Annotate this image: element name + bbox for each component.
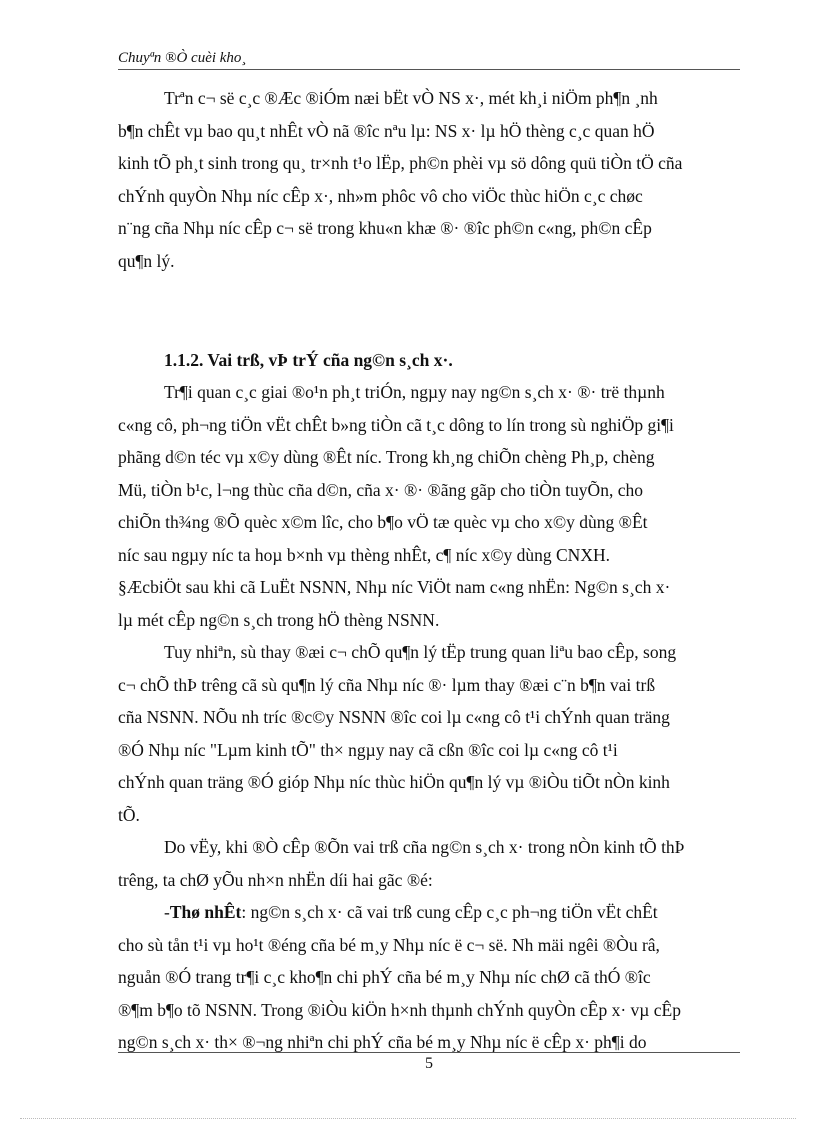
text-line: §ÆcbiÖt sau khi cã LuËt NSNN, Nhµ níc ViÖt nam c«ng nhËn: Ng©n s¸ch x· — [118, 577, 671, 597]
text-line: n¨ng cña Nhµ níc cÊp c¬ së trong khu«n khæ ®· ®îc ph©n c«ng, ph©n cÊp — [118, 218, 652, 238]
paragraph-3 — [118, 636, 740, 831]
page-number: 5 — [425, 1055, 433, 1072]
text-line: Tuy nhiªn, sù thay ®æi c¬ chÕ qu¶n lý tËp trung quan liªu bao cÊp, song — [164, 642, 677, 662]
text-line: c«ng cô, ph¬ng tiÖn vËt chÊt b»ng tiÒn cã t¸c dông to lín trong sù nghiÖp gi¶i — [118, 414, 674, 435]
text-line: níc sau ngµy níc ta hoµ b×nh vµ thèng nhÊt, c¶ níc x©y dùng CNXH. — [118, 544, 610, 565]
text-line: phãng d©n téc vµ x©y dùng ®Êt níc. Trong kh¸ng chiÕn chèng Ph¸p, chèng — [118, 447, 655, 467]
text-span: : ng©n s¸ch x· cã vai trß cung cÊp c¸c ph¬ng tiÖn vËt chÊt — [241, 902, 658, 922]
section-heading: 1.1.2. Vai trß, vÞ trÝ cña ng©n s¸ch x·. — [164, 350, 453, 370]
text-line: tÕ. — [118, 804, 140, 825]
text-line: -Thø nhÊt: ng©n s¸ch x· cã vai trß cung cÊp c¸c ph¬ng tiÖn vËt chÊt — [164, 902, 658, 922]
text-line: qu¶n lý. — [118, 250, 175, 271]
text-line: chÝnh quan träng ®Ó gióp Nhµ níc thùc hiÖn qu¶n lý vµ ®iÒu tiÕt nÒn kinh — [118, 772, 670, 792]
bold-label: Thø nhÊt — [169, 902, 242, 922]
text-line: ng©n s¸ch x· th× ®¬ng nhiªn chi phÝ cña bé m¸y Nhµ níc ë cÊp x· ph¶i do — [118, 1032, 647, 1052]
footer-rule — [118, 1052, 740, 1053]
text-line: chÝnh quyÒn Nhµ níc cÊp x·, nh»m phôc vô cho viÖc thùc hiÖn c¸c chøc — [118, 185, 643, 206]
paragraph-1 — [118, 82, 740, 277]
text-line: c¬ chÕ thÞ trêng cã sù qu¶n lý cña Nhµ níc ®· lµm thay ®æi c¨n b¶n vai trß — [118, 674, 656, 695]
page-edge-divider — [20, 1118, 796, 1119]
text-line: ®¶m b¶o tõ NSNN. Trong ®iÒu kiÖn h×nh thµnh chÝnh quyÒn cÊp x· vµ cÊp — [118, 999, 681, 1020]
text-line: kinh tÕ ph¸t sinh trong qu¸ tr×nh t¹o lËp, ph©n phèi vµ sö dông quü tiÒn tÖ cña — [118, 153, 683, 173]
text-line: chiÕn th¾ng ®Õ quèc x©m lîc, cho b¶o vÖ tæ quèc vµ cho x©y dùng ®Êt — [118, 512, 648, 532]
text-line: nguån ®Ó trang tr¶i c¸c kho¶n chi phÝ cña bé m¸y Nhµ níc chØ cã thÓ ®îc — [118, 967, 651, 987]
paragraph-4 — [118, 831, 740, 896]
text-line: Trªn c¬ së c¸c ®Æc ®iÓm næi bËt vÒ NS x·, mét kh¸i niÖm ph¶n ¸nh — [164, 88, 658, 108]
text-line: lµ mét cÊp ng©n s¸ch trong hÖ thèng NSNN. — [118, 609, 440, 630]
text-line: trêng, ta chØ yÕu nh×n nhËn díi hai gãc ®é: — [118, 869, 433, 890]
page-header — [118, 48, 740, 70]
text-line: Do vËy, khi ®Ò cÊp ®Õn vai trß cña ng©n s¸ch x· trong nÒn kinh tÕ thÞ — [164, 837, 685, 857]
text-line: cho sù tån t¹i vµ ho¹t ®éng cña bé m¸y Nhµ níc ë c¬ së. Nh mäi ngêi ®Òu râ, — [118, 934, 660, 955]
paragraph-2 — [118, 376, 740, 636]
text-line: Mü, tiÒn b¹c, l¬ng thùc cña d©n, cña x· ®· ®ãng gãp cho tiÒn tuyÕn, cho — [118, 479, 643, 500]
text-line: ®Ó Nhµ níc "Lµm kinh tÕ" th× ngµy nay cã cßn ®îc coi lµ c«ng cô t¹i — [118, 739, 618, 760]
text-line: cña NSNN. NÕu nh tríc ®c©y NSNN ®îc coi lµ c«ng cô t¹i chÝnh quan träng — [118, 707, 670, 727]
paragraph-5 — [118, 896, 740, 1059]
text-line: b¶n chÊt vµ bao qu¸t nhÊt vÒ nã ®îc nªu lµ: NS x· lµ hÖ thèng c¸c quan hÖ — [118, 120, 655, 141]
text-line: Tr¶i quan c¸c giai ®o¹n ph¸t triÓn, ngµy nay ng©n s¸ch x· ®· trë thµnh — [164, 382, 665, 402]
header-title: Chuyªn ®Ò cuèi kho¸ — [118, 50, 247, 66]
